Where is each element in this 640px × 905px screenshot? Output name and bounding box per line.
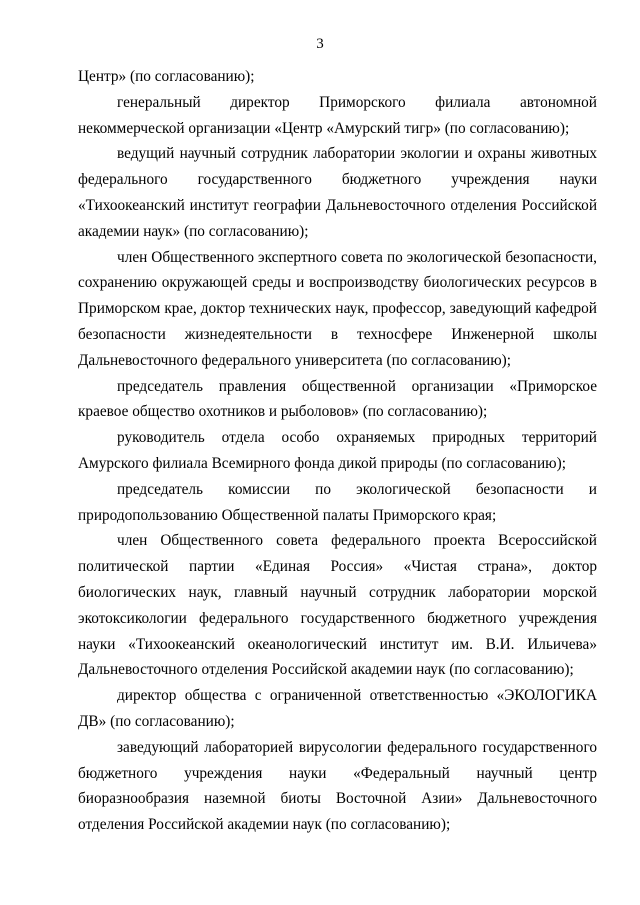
paragraph-member-ecologika: директор общества с ограниченной ответственностью «ЭКОЛОГИКА ДВ» (по согласованию); — [78, 687, 597, 730]
paragraph-member-public-chamber: председатель комиссии по экологической безопасности и природопользованию Общественной палаты Приморского края; — [78, 480, 597, 524]
paragraph-member-amur-tiger-center: генеральный директор Приморского филиала автономной некоммерческой организации «Центр «Амурский тигр» (по согласованию); — [78, 93, 597, 137]
paragraph-member-pacific-geography-institute: ведущий научный сотрудник лаборатории экологии и охраны животных федерального государственного бюджетного учреждения науки «Тихоокеанский институт географии Дальневосточного отделения Российской академии наук» (по согласованию); — [78, 145, 597, 240]
paragraph-member-expert-council: член Общественного экспертного совета по экологической безопасности, сохранению окружающей среды и воспроизводству биологических ресурсов в Приморском крае, доктор технических наук, профессор, заведующий кафедрой безопасности жизнедеятельности в техносфере Инженерной школы Дальневосточного федерального университета (по согласованию); — [78, 248, 597, 369]
paragraph-member-clean-country-council: член Общественного совета федерального проекта Всероссийской политической партии «Единая Россия» «Чистая страна», доктор биологических наук, главный научный сотрудник лаборатории морской экотоксикологии федерального государственного бюджетного учреждения науки «Тихоокеанский океанологический институт им. В.И. Ильичева» Дальневосточного отделения Российской академии наук (по согласованию); — [78, 532, 597, 679]
page-number: 3 — [316, 36, 324, 52]
paragraph-member-wwf-amur: руководитель отдела особо охраняемых природных территорий Амурского филиала Всемирного фонда дикой природы (по согласованию); — [78, 429, 597, 472]
paragraph-continuation: Центр» (по согласованию); — [78, 68, 255, 85]
paragraph-member-virology-lab: заведующий лабораторией вирусологии федерального государственного бюджетного учреждения науки «Федеральный научный центр биоразнообразия наземной биоты Восточной Азии» Дальневосточного отделения Российской академии наук (по согласованию); — [78, 738, 597, 834]
document-body — [78, 64, 597, 838]
paragraph-member-hunters-society: председатель правления общественной организации «Приморское краевое общество охотников и рыболовов» (по согласованию); — [78, 377, 597, 421]
